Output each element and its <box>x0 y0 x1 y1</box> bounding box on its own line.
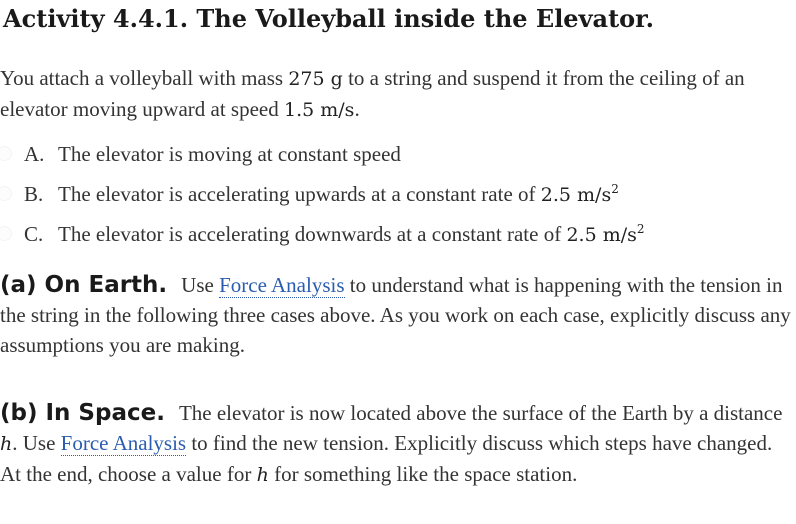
case-text: The elevator is accelerating upwards at a constant rate of <box>58 182 541 206</box>
case-b <box>0 177 645 217</box>
part-b-text-3: to find the new tension. Explicitly discuss which steps have changed. At the end, choose a value for <box>0 431 773 486</box>
part-b-paragraph <box>0 398 792 490</box>
part-b-text-2: . Use <box>12 431 61 455</box>
case-list <box>0 137 645 257</box>
force-analysis-link[interactable]: Force Analysis <box>60 431 187 455</box>
part-b-heading: (b) In Space. <box>0 400 165 426</box>
acceleration-value: 2.5 m/s <box>566 224 637 246</box>
part-a-text: Use <box>181 273 220 297</box>
case-letter: A. <box>24 142 45 166</box>
force-analysis-link[interactable]: Force Analysis <box>219 273 345 297</box>
mass-value: 275 g <box>288 68 343 90</box>
acceleration-value: 2.5 m/s <box>540 184 612 206</box>
part-b-text-4: for something like the space station. <box>268 462 578 486</box>
intro-text-before-mass: You attach a volleyball with mass <box>0 66 289 90</box>
case-text: The elevator is accelerating downwards at a constant rate of <box>58 222 567 246</box>
part-b-text: The elevator is now located above the surface of the Earth by a distance <box>178 401 783 425</box>
intro-paragraph <box>0 63 792 125</box>
case-text: The elevator is moving at constant speed <box>58 142 401 166</box>
acceleration-exponent: 2 <box>611 182 619 196</box>
variable-h: h <box>256 464 269 486</box>
intro-text-middle: to a string and suspend it from the ceiling of an elevator moving upward at speed <box>0 66 745 121</box>
part-a-text-rest: to understand what is happening with the tension in the string in the following three cases above. As you work on each case, explicitly discuss any assumptions you are making. <box>0 273 791 357</box>
intro-text-end: . <box>354 97 360 121</box>
case-letter: C. <box>24 222 44 246</box>
case-a <box>0 137 645 177</box>
part-a-heading: (a) On Earth. <box>0 272 168 298</box>
case-letter: B. <box>24 182 44 206</box>
acceleration-exponent: 2 <box>636 222 645 236</box>
activity-title: Activity 4.4.1. The Volleyball inside the Elevator. <box>3 4 654 33</box>
variable-h: h <box>0 433 13 455</box>
part-a-paragraph <box>0 270 792 360</box>
case-c <box>0 217 645 257</box>
speed-value: 1.5 m/s <box>284 99 355 121</box>
